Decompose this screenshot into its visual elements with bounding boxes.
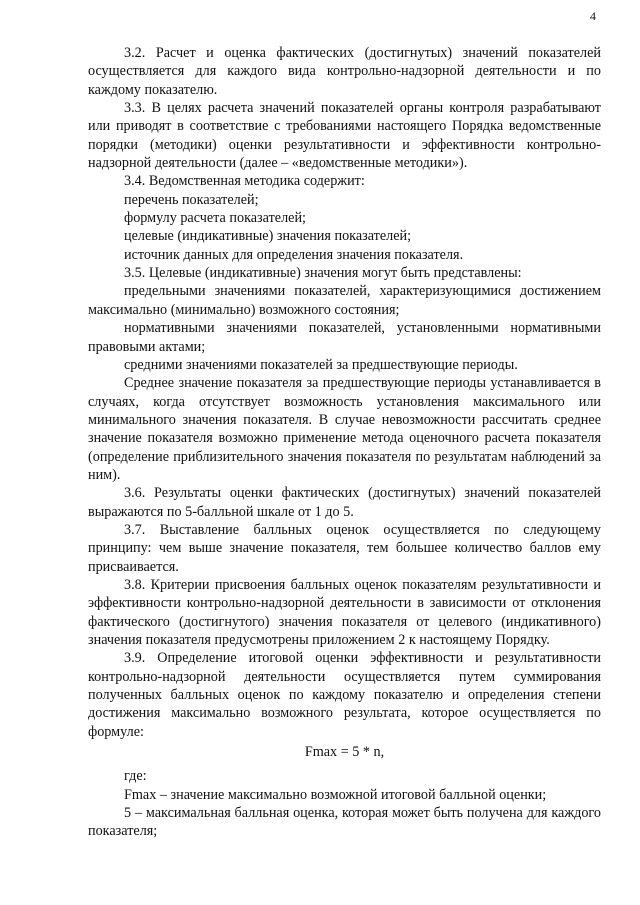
list-item-formula: формулу расчета показателей; xyxy=(124,210,306,227)
formula-fmax: Fmax = 5 * n, xyxy=(304,744,385,761)
para-3-5: 3.5. Целевые (индикативные) значения могут быть представлены: xyxy=(124,265,522,282)
para-3-9: 3.9. Определение итоговой оценки эффективности и результативности контрольно-надзорной деятельности осуществляется путем суммирования полученных балльных оценок по каждому показателю и определения степени достижения максимально возможного результата, которое осуществляется по формуле: xyxy=(88,650,601,740)
para-3-3: 3.3. В целях расчета значений показателей органы контроля разрабатывают или приводят в соответствие с требованиями настоящего Порядка ведомственные порядки (методики) оценки результативности и эффективности контрольно-надзорной деятельности (далее – «ведомственные методики»). xyxy=(88,100,601,172)
para-3-4: 3.4. Ведомственная методика содержит: xyxy=(124,173,365,190)
list-item-indicators: перечень показателей; xyxy=(124,191,259,208)
para-3-2: 3.2. Расчет и оценка фактических (достигнутых) значений показателей осуществляется для каждого вида контрольно-надзорной деятельности и по каждому показателю. xyxy=(88,45,601,98)
definition-5: 5 – максимальная балльная оценка, которая может быть получена для каждого показателя; xyxy=(88,805,601,840)
definition-fmax: Fmax – значение максимально возможной итоговой балльной оценки; xyxy=(124,786,547,803)
page-number: 4 xyxy=(590,9,596,23)
where-label: где: xyxy=(124,768,147,785)
list-item-target-values: целевые (индикативные) значения показателей; xyxy=(124,228,412,245)
para-average-values: средними значениями показателей за предшествующие периоды. xyxy=(124,356,518,373)
para-limit-values: предельными значениями показателей, характеризующимися достижением максимально (минимально) возможного состояния; xyxy=(88,283,601,318)
para-3-7: 3.7. Выставление балльных оценок осуществляется по следующему принципу: чем выше значение показателя, тем большее количество баллов ему присваивается. xyxy=(88,521,601,575)
para-3-8: 3.8. Критерии присвоения балльных оценок показателям результативности и эффективности контрольно-надзорной деятельности в зависимости от отклонения фактического (достигнутого) значения показателя от целевого (индикативного) значения показателя предусмотрены приложением 2 к настоящему Порядку. xyxy=(88,576,601,648)
para-3-6: 3.6. Результаты оценки фактических (достигнутых) значений показателей выражаются по 5-балльной шкале от 1 до 5. xyxy=(88,485,601,520)
para-normative-values: нормативными значениями показателей, установленными нормативными правовыми актами; xyxy=(88,320,601,355)
para-average-explanation: Среднее значение показателя за предшествующие периоды устанавливается в случаях, когда отсутствует возможность установления максимального или минимального значения показателя. В случае невозможности рассчитать среднее значение показателя возможно применение метода оценочного расчета показателя (определение приблизительного значения показателя по результатам наблюдений за ним). xyxy=(88,375,601,483)
list-item-data-source: источник данных для определения значения показателя. xyxy=(124,246,464,263)
document-body xyxy=(88,44,601,841)
